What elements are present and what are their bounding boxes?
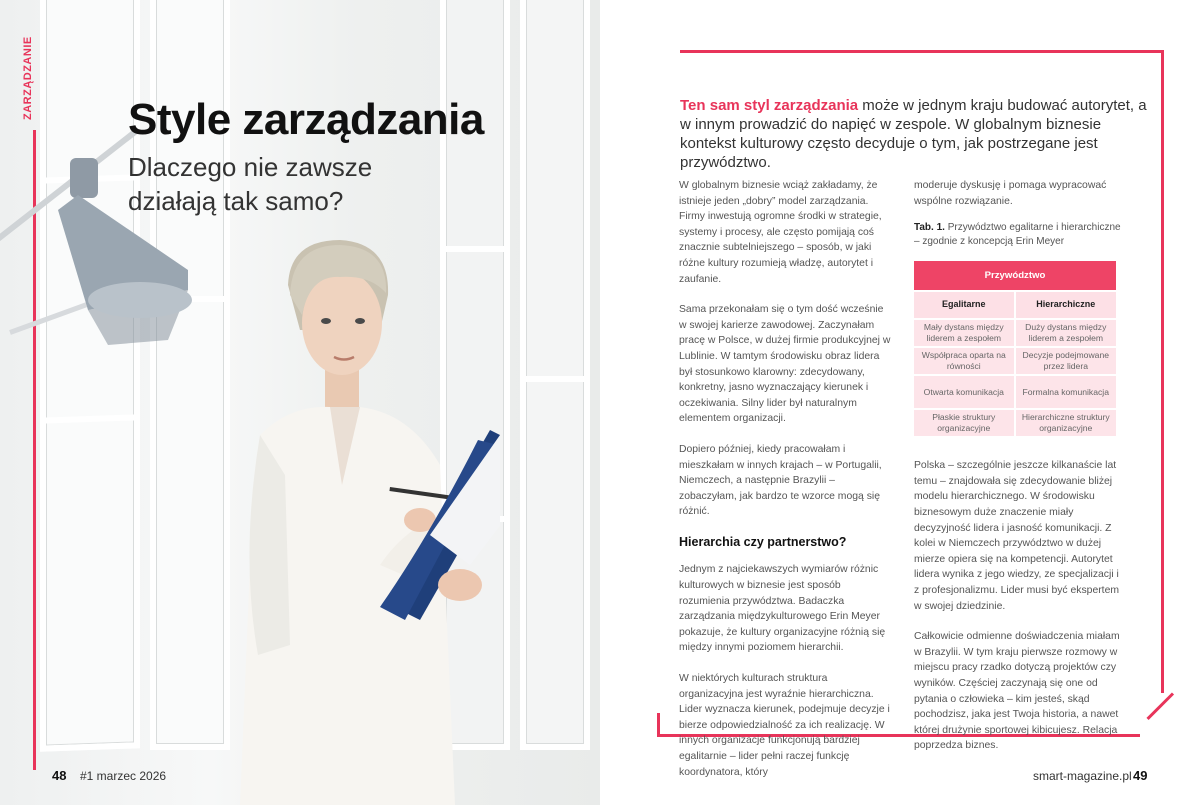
table-row [914,348,1116,374]
leadership-table [912,259,1118,438]
paragraph: Polska – szczególnie jeszcze kilkanaście lat temu – znajdowała się zdecydowanie bliżej modelu hierarchicznego. W środowisku biznesowym duże znaczenie miały decyzyjność lidera i jasność komunikacji. Z kolei w Niemczech przywództwo w dużej mierze opiera się na kompetencji. Autorytet lidera wynika z jego wiedzy, ze specjalizacji i z profesjonalizmu. Lider musi być ekspertem w swojej dziedzinie. [914,460,1120,612]
table-row [914,410,1116,436]
table-cell: Współpraca oparta na równości [914,348,1014,374]
frame-line-left [657,713,660,737]
table-caption-label: Tab. 1. [914,222,945,234]
table-cell: Hierarchiczne struktury organizacyjne [1016,410,1116,436]
table-cell: Otwarta komunikacja [914,376,1014,408]
paragraph: Jednym z najciekawszych wymiarów różnic kulturowych w biznesie jest sposób rozumienia przywództwa. Badaczka zarządzania międzykulturowego Erin Meyer pokazuje, że kultury organizacyjne różnią się między innymi poziomem hierarchii. [679,564,886,654]
table-caption [914,221,1124,249]
paragraph: Sama przekonałam się o tym dość wcześnie w swojej karierze zawodowej. Zaczynałam pracę w Polsce, w dużej firmie produkcyjnej w Lublinie. W tamtym środowisku obraz lidera był stosunkowo klarowny: zdecydowany, konkretny, jasno wyznaczający kierunek i oczekiwania. Silny lider był naturalnym elementem organizacji. [679,304,891,425]
table-row [914,376,1116,408]
paragraph: Dopiero później, kiedy pracowałam i mieszkałam w innych krajach – w Portugalii, Niemczech, a następnie Brazylii – zobaczyłam, jak bardzo te wzorce mogą się różnić. [679,443,882,518]
article-title: Style zarządzania [128,95,484,144]
table-row [914,320,1116,346]
issue-label: #1 marzec 2026 [80,769,167,783]
table-cell: Duży dystans między liderem a zespołem [1016,320,1116,346]
table-title: Przywództwo [914,261,1116,290]
section-tag: ZARZĄDZANIE [22,36,34,120]
section-heading: Hierarchia czy partnerstwo? [679,534,847,549]
table-cell: Mały dystans między liderem a zespołem [914,320,1014,346]
page-number-right: 49 [1133,768,1148,783]
lead-text: może w jednym kraju budować autorytet, a w innym prowadzić do napięć w zespole. W globalnym biznesie kontekst kulturowy często decyduje o tym, jak postrzegane jest przywództwo. [680,97,1147,171]
text-column-1 [679,178,893,795]
table-cell: Płaskie struktury organizacyjne [914,410,1014,436]
table-caption-text: Przywództwo egalitarne i hierarchiczne – zgodnie z koncepcją Erin Meyer [914,222,1121,248]
paragraph: W globalnym biznesie wciąż zakładamy, że istnieje jeden „dobry” model zarządzania. Firmy inwestują ogromne środki w strategie, systemy i procesy, ale często pomijają coś znacznie subtelniejszego – sposób, w jaki różne kultury rozumieją władzę, autorytet i zaufanie. [679,180,882,285]
text-column-2 [914,178,1124,769]
table-header-hierarchical: Hierarchiczne [1016,292,1116,318]
site-url: smart-magazine.pl [1033,769,1132,783]
accent-line [33,130,36,770]
lead-paragraph [680,96,1150,172]
frame-line-right [1161,50,1164,693]
window-frame [520,0,590,750]
table-header-egalitarian: Egalitarne [914,292,1014,318]
table-cell: Formalna komunikacja [1016,376,1116,408]
table-cell: Decyzje podejmowane przez lidera [1016,348,1116,374]
paragraph: W niektórych kulturach struktura organizacyjna jest wyraźnie hierarchiczna. Lider wyznacza kierunek, podejmuje decyzje i bierze odpowiedzialność za ich realizację. W innych organizacje funkcjonują bardziej egalitarnie – lider pełni raczej funkcję koordynatora, który [679,673,890,778]
window-frame [40,0,140,752]
article-subtitle: Dlaczego nie zawsze działają tak samo? [128,152,373,216]
page-number-left: 48 [52,768,67,783]
woman-photo [230,235,500,805]
frame-line-top [680,50,1164,53]
paragraph: moderuje dyskusję i pomaga wypracować wspólne rozwiązanie. [914,180,1107,207]
lead-highlight: Ten sam styl zarządzania [680,97,859,114]
paragraph: Całkowicie odmienne doświadczenia miałam w Brazylii. W tym kraju pierwsze rozmowy w miejscu pracy rzadko dotyczą projektów czy wyników. Częściej zaczynają się one od pytania o człowieka – kim jesteś, skąd pochodzisz, jaka jest Twoja historia, a nawet której drużynie sportowej kibicujesz. Relacja poprzedza biznes. [914,631,1120,752]
